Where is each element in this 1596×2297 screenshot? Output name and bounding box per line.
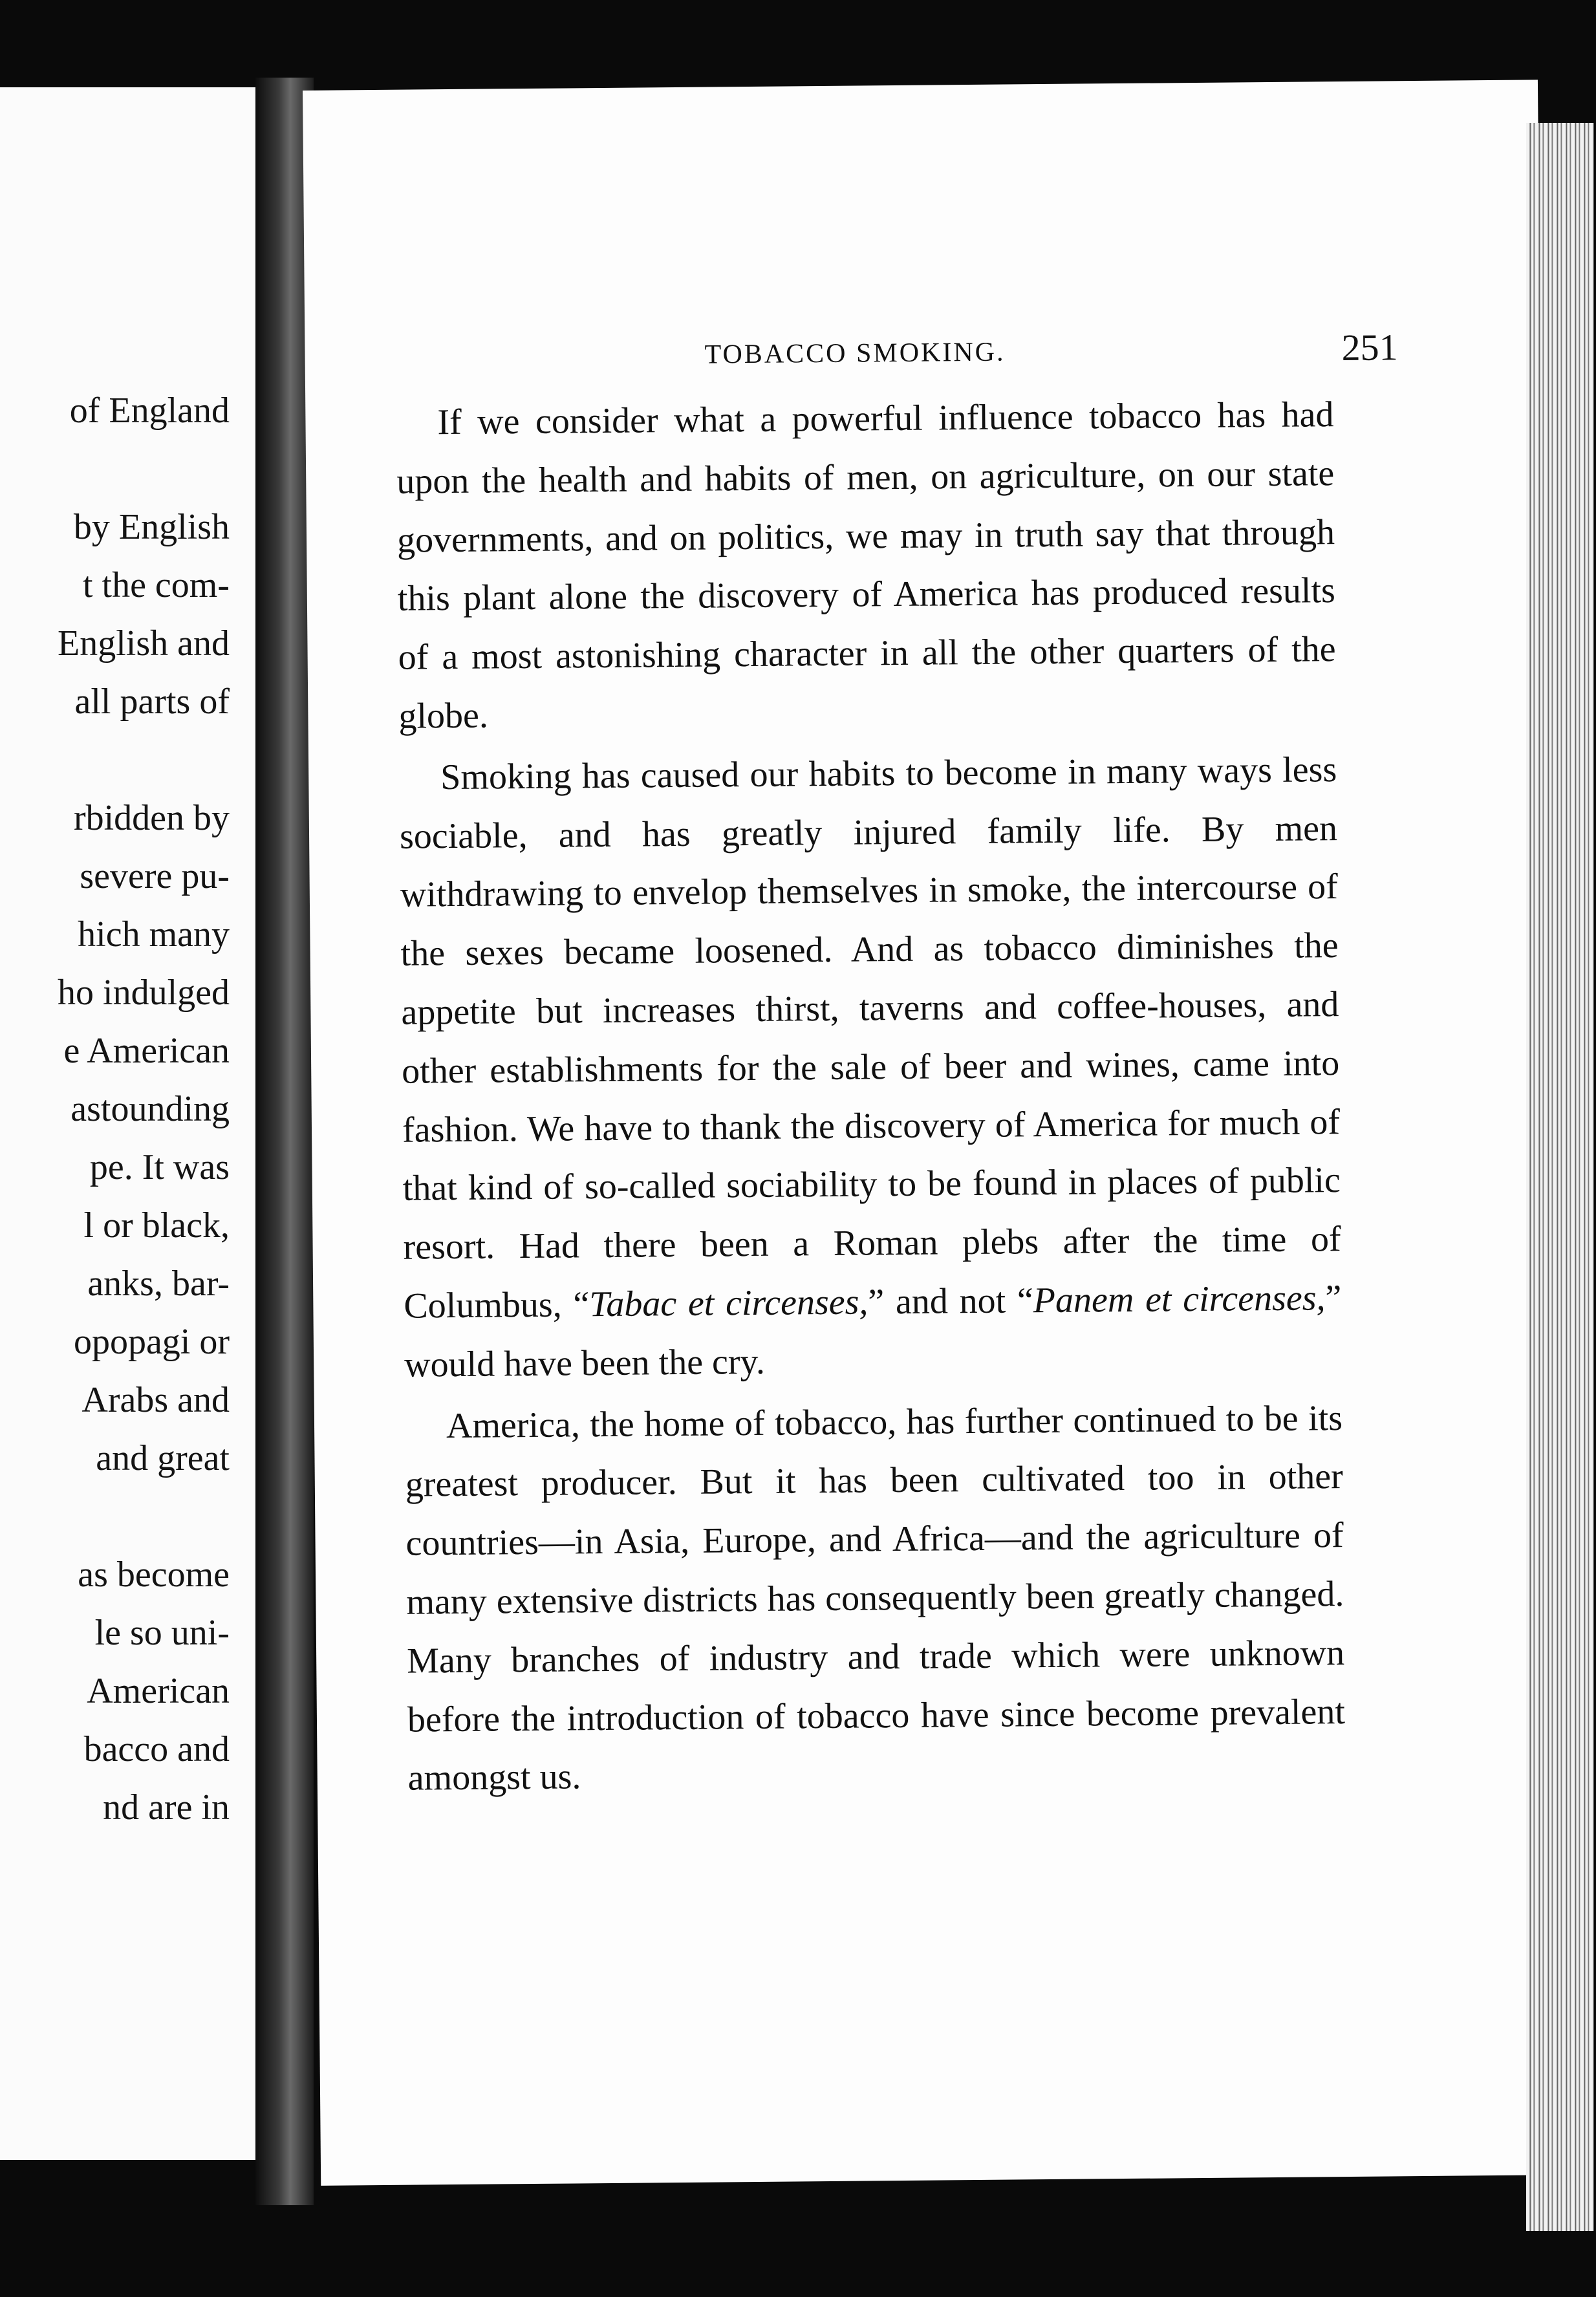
italic-quote: Tabac et circenses,: [589, 1282, 868, 1325]
left-page-line: pe. It was: [89, 1147, 230, 1187]
paragraph: America, the home of tobacco, has further continued to be its greatest producer. But it has been cultivated too in other countries—in Asia, Europe, and Africa—and the agriculture of many extensive districts has consequently been greatly changed. Many branches of industry and trade which were unknown before the introduction of tobacco have since become prevalent amongst us.: [405, 1397, 1346, 1799]
body-text: [396, 385, 1346, 1808]
left-page-line: by English: [73, 507, 230, 547]
running-head: [305, 324, 1540, 387]
left-page-line: and great: [96, 1438, 230, 1478]
left-page-line: American: [87, 1671, 230, 1711]
paragraph: [399, 740, 1343, 1394]
paragraph-text: ” and not “: [868, 1280, 1034, 1322]
right-page: [303, 80, 1556, 2186]
left-page-line: ho indulged: [58, 973, 230, 1013]
italic-quote: Panem et circenses,: [1033, 1278, 1326, 1321]
left-page-line: l or black,: [83, 1205, 230, 1246]
left-page-line: le so uni-: [94, 1613, 230, 1653]
paragraph: If we consider what a powerful influence tobacco has had upon the health and habits of men, on agriculture, on our state governments, and on politics, we may in truth say that through this plant alone the discovery of America has produced results of a most astonishing character in all the other quarters of the globe.: [396, 394, 1336, 737]
left-page-line: astounding: [70, 1089, 230, 1129]
paragraph-text: ” would have been the cry.: [404, 1278, 1342, 1385]
page-edge-stack: [1526, 123, 1594, 2231]
left-page: [0, 87, 255, 2160]
left-page-line: English and: [58, 623, 230, 663]
left-page-line: opopagi or: [73, 1322, 230, 1362]
left-page-line: t the com-: [82, 565, 230, 605]
left-page-line: bacco and: [83, 1729, 230, 1769]
left-page-line: all parts of: [74, 682, 230, 722]
left-page-line: anks, bar-: [87, 1264, 230, 1304]
left-page-line: nd are in: [103, 1787, 230, 1828]
left-page-line: as become: [78, 1555, 230, 1595]
left-page-line: Arabs and: [81, 1380, 230, 1420]
paragraph-text: Smoking has caused our habits to become in many ways less sociable, and has greatly injured family life. By men withdrawing to envelop themselves in smoke, the intercourse of the sexes became loosened. And as tobacco diminishes the appetite but increases thirst, taverns and coffee-houses, and other establishments for the sale of beer and wines, came into fashion. We have to thank the discovery of America for much of that kind of so-called sociability to be found in places of public resort. Had there been a Roman plebs after the time of Columbus, “: [399, 749, 1341, 1326]
left-page-line: e American: [63, 1031, 230, 1071]
left-page-line: severe pu-: [80, 856, 230, 896]
page-number: 251: [1341, 326, 1398, 369]
left-page-line: hich many: [78, 914, 230, 954]
left-page-line: rbidden by: [73, 798, 230, 838]
left-page-line: of England: [69, 391, 230, 431]
running-head-title: TOBACCO SMOKING.: [704, 337, 1006, 370]
